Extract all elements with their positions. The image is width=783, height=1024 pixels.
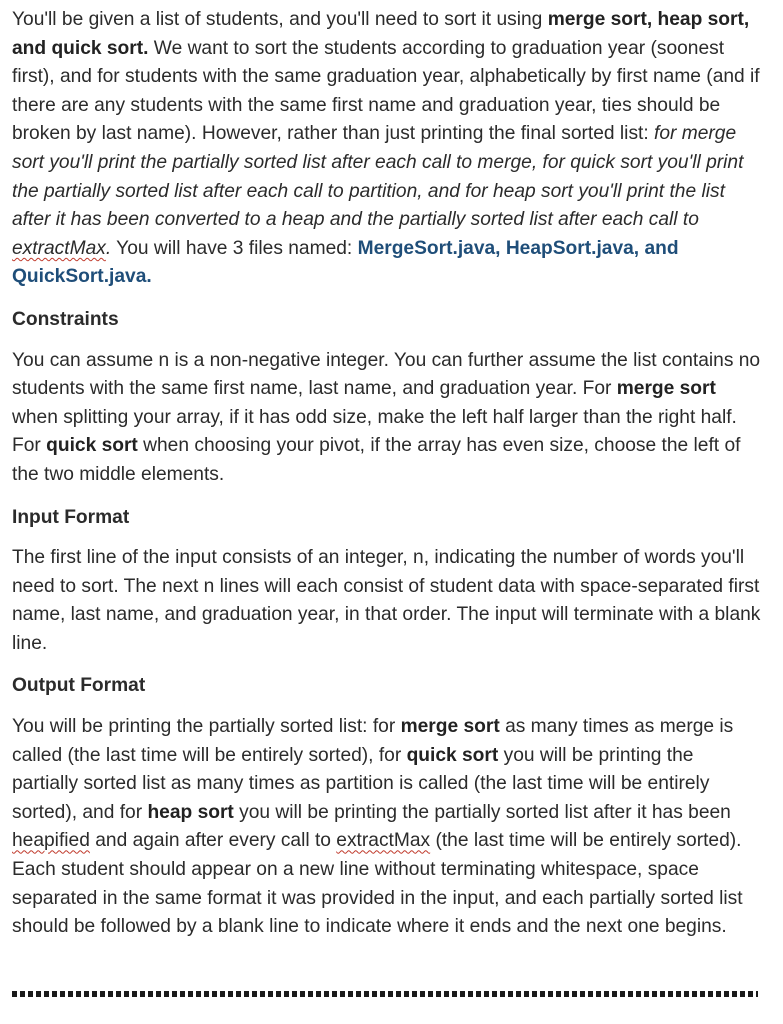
intro-text-3: You will have 3 files named: [111, 237, 358, 259]
constraints-text-1: You can assume n is a non-negative integer. You can further assume the list contains no students with the same first name, last name, and graduation year. For [12, 349, 761, 400]
intro-algorithms-bold: merge sort, heap sort, and quick sort. [12, 9, 750, 59]
input-format-heading: Input Format [12, 506, 130, 528]
dotted-separator [12, 991, 758, 997]
intro-extractmax-word: extractMax [12, 237, 106, 259]
output-text-2: as many times as merge is called (the last time will be entirely sorted), for [12, 716, 734, 766]
constraints-paragraph [12, 347, 764, 490]
output-format-heading: Output Format [12, 675, 146, 697]
output-text-4: you will be printing the partially sorted list after it has been [233, 801, 731, 823]
intro-italic-text: for merge sort you'll print the partially sorted list after each call to merge, for quick sort you'll print the partially sorted list after each call to partition, and for heap sort you'll print the list after it has been converted to a heap and the partially sorted list after each call to [12, 123, 744, 231]
output-text-1: You will be printing the partially sorted list: for [12, 716, 401, 738]
intro-italic-period: . [105, 237, 112, 259]
constraints-text-3: when choosing your pivot, if the array has even size, choose the left of the two middle elements. [12, 435, 741, 485]
output-quick-sort-bold: quick sort [406, 744, 499, 766]
output-text-3: you will be printing the partially sorted list as many times as partition is called (the last time will be entirely sorted), and for [12, 744, 710, 823]
output-heap-sort-bold: heap sort [147, 801, 234, 823]
output-extractmax-word: extractMax [336, 830, 431, 852]
output-heapified-word: heapified [12, 830, 90, 852]
output-format-paragraph [12, 713, 764, 942]
intro-paragraph [12, 6, 764, 292]
constraints-heading: Constraints [12, 308, 119, 330]
constraints-text-2: when splitting your array, if it has odd size, make the left half larger than the right half. For [12, 406, 737, 457]
output-text-6: (the last time will be entirely sorted). Each student should appear on a new line without terminating whitespace, space separated in the same format it was provided in the input, and each partially sorted list should be followed by a blank line to indicate where it ends and the next one begins. [12, 830, 743, 938]
document-body [12, 6, 764, 942]
intro-text-2: We want to sort the students according to graduation year (soonest first), and for students with the same graduation year, alphabetically by first name (and if there are any students with the same first name and graduation year, ties should be broken by last name). However, rather than just printing the final sorted list: [12, 37, 760, 145]
constraints-merge-sort-bold: merge sort [616, 378, 716, 400]
intro-text-1: You'll be given a list of students, and you'll need to sort it using [12, 9, 548, 30]
constraints-quick-sort-bold: quick sort [46, 435, 138, 457]
output-text-5: and again after every call to [89, 830, 337, 852]
input-format-paragraph: The first line of the input consists of an integer, n, indicating the number of words you'll need to sort. The next n lines will each consist of student data with space-separated first name, last name, and graduation year, in that order. The input will terminate with a blank line. [12, 547, 761, 654]
output-merge-sort-bold: merge sort [400, 716, 500, 738]
intro-file-names: MergeSort.java, HeapSort.java, and QuickSort.java. [12, 237, 679, 288]
